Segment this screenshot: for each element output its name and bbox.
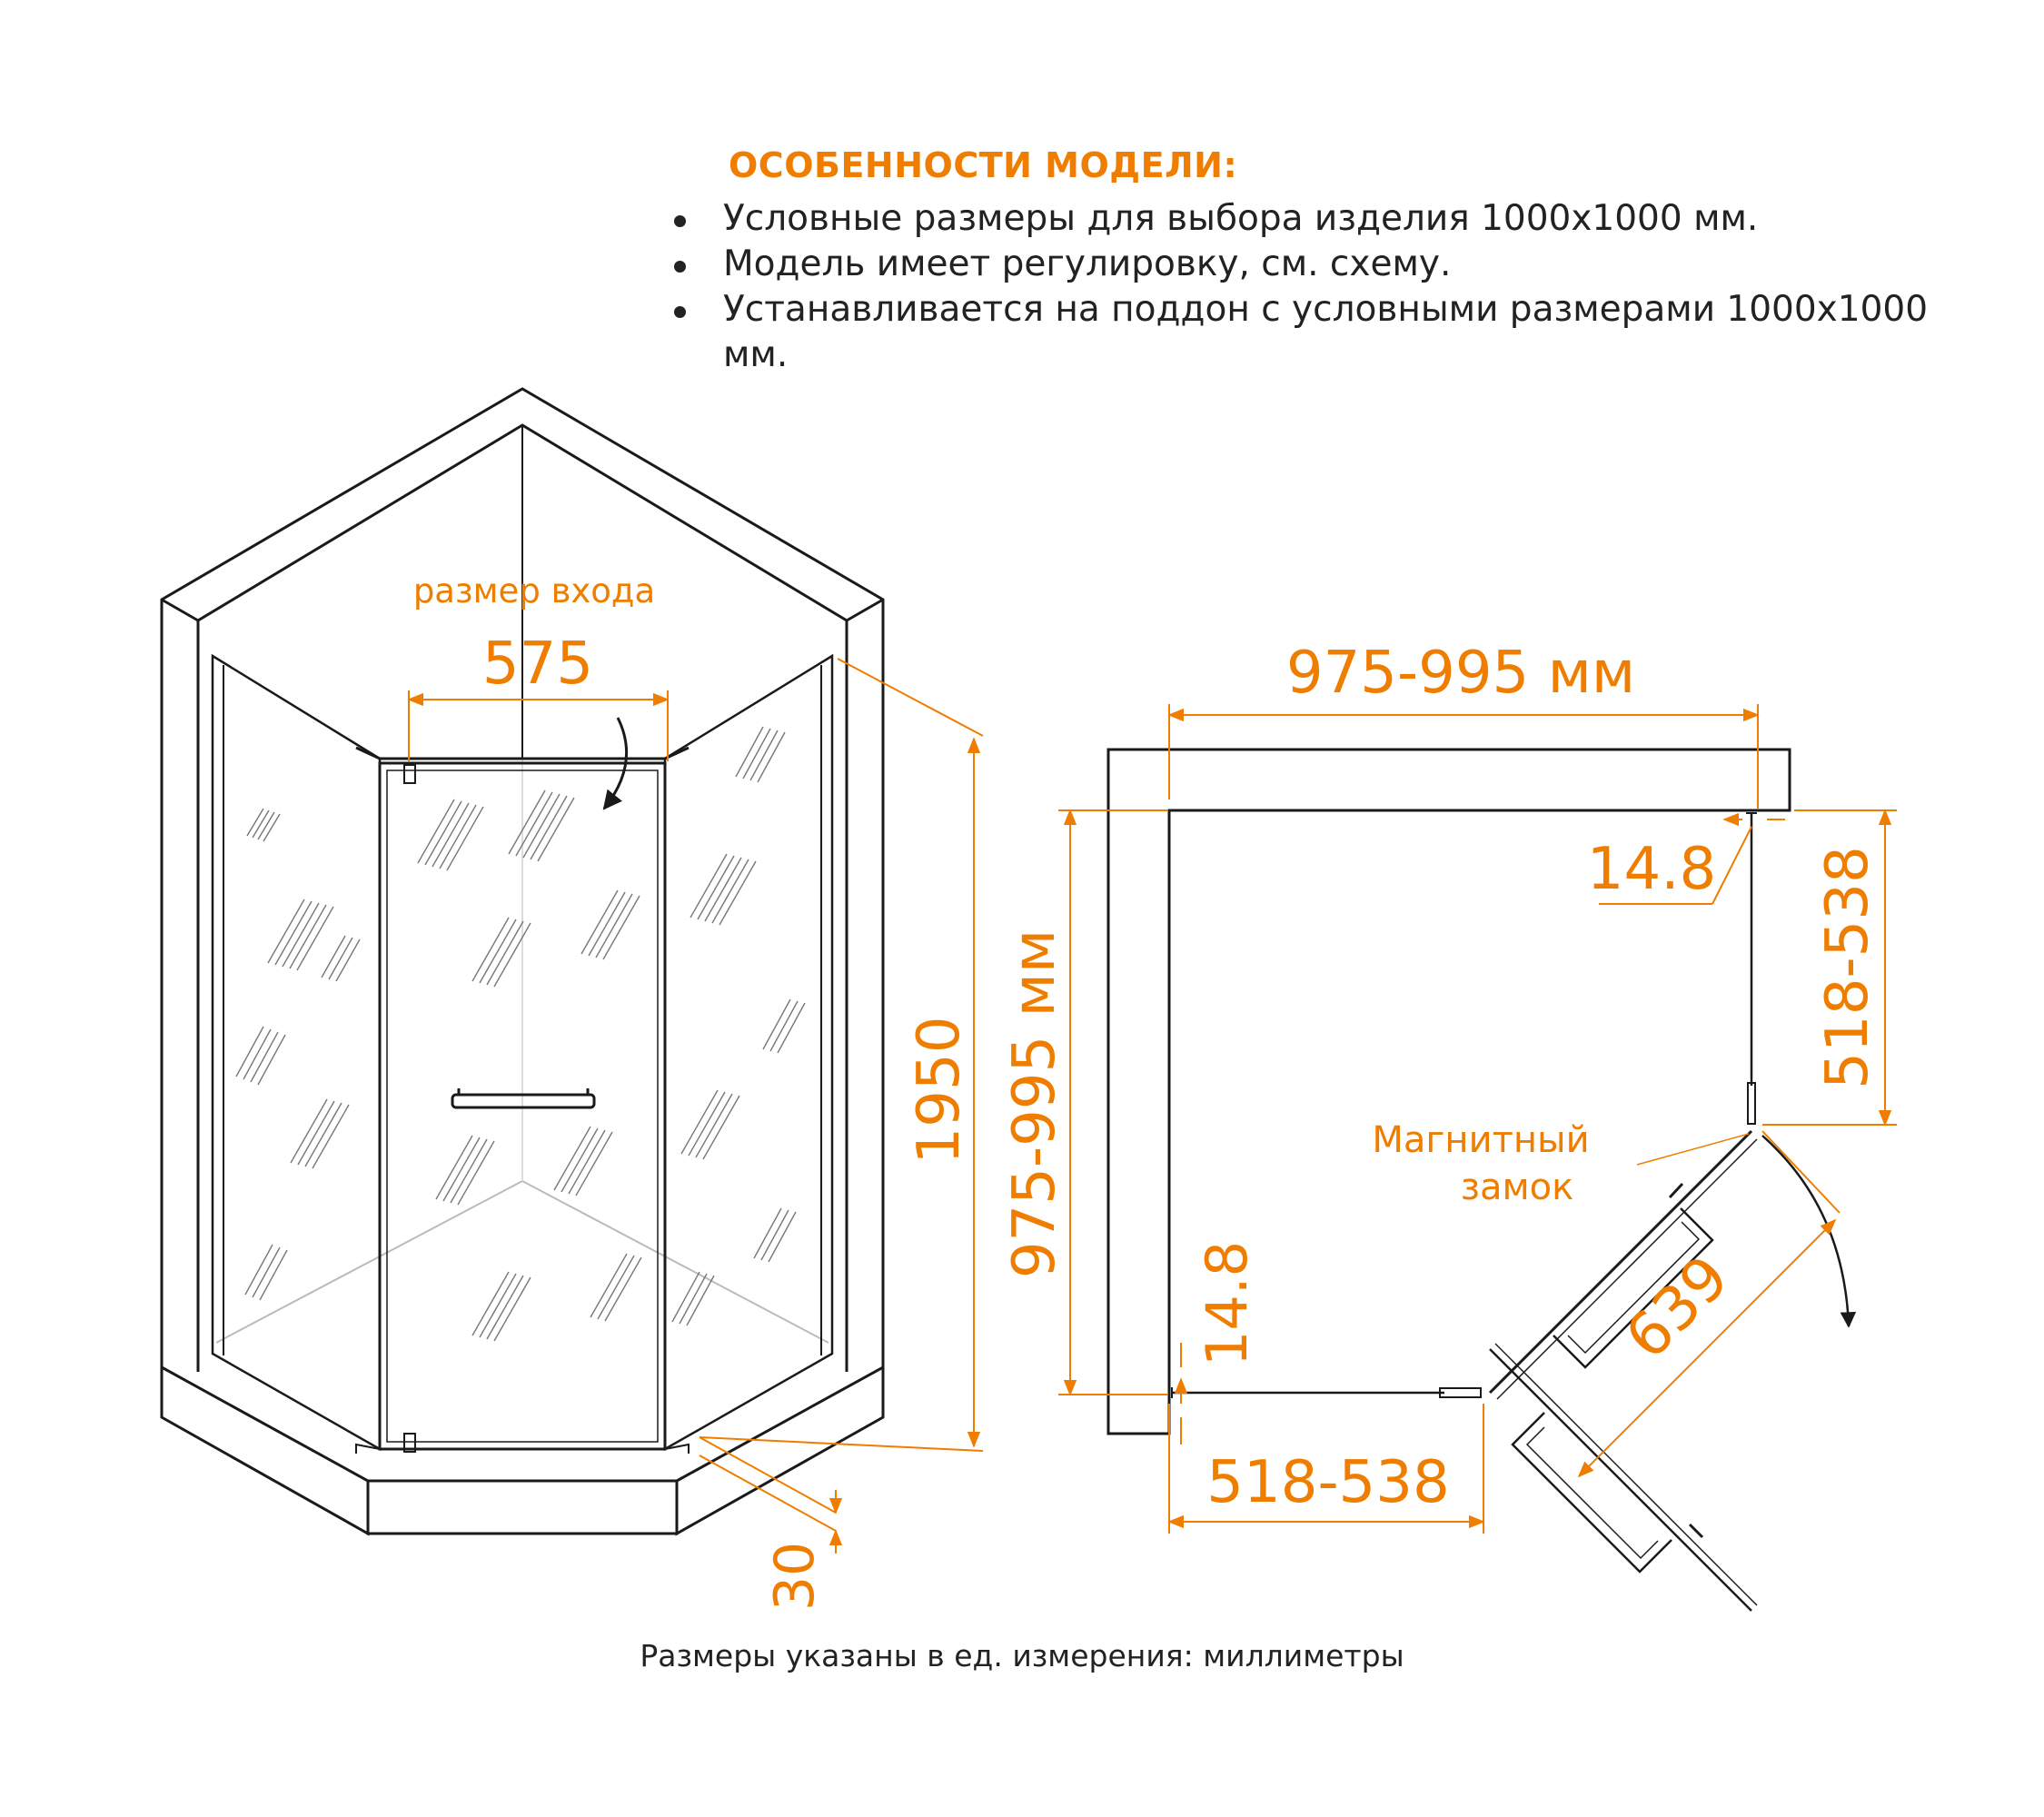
- glass-hatching: [236, 727, 805, 1341]
- top-width-label: 975-995 мм: [1285, 640, 1636, 707]
- tray-height-label: 30: [763, 1541, 827, 1612]
- shower-tray: [162, 1367, 368, 1534]
- features-title: ОСОБЕННОСТИ МОДЕЛИ:: [729, 145, 1238, 185]
- top-bottom-side-label: 518-538: [1206, 1449, 1450, 1516]
- units-note: Размеры указаны в ед. измерения: миллиметры: [640, 1638, 1404, 1673]
- feature-item: Устанавливается на поддон с условными размерами 1000x1000 мм.: [663, 287, 1935, 378]
- top-right-side-label: 518-538: [1814, 846, 1881, 1089]
- lock-label-line2: замок: [1460, 1167, 1574, 1208]
- lock-label-line1: Магнитный: [1372, 1119, 1590, 1161]
- top-depth-label: 975-995 мм: [1001, 928, 1068, 1279]
- door-swing-arrow-top: [1762, 1136, 1849, 1326]
- height-label: 1950: [906, 1016, 973, 1165]
- entrance-width: 575: [481, 630, 594, 698]
- right-glass-panel: [665, 656, 832, 1449]
- entrance-label: размер входа: [412, 571, 656, 611]
- door-hinge-top: [404, 765, 415, 783]
- feature-item: Условные размеры для выбора изделия 1000x1000 мм.: [663, 196, 1935, 242]
- feature-item: Модель имеет регулировку, см. схему.: [663, 242, 1935, 287]
- top-door-open: [1490, 1349, 1751, 1611]
- front-view: [162, 389, 883, 1534]
- top-gap-left-label: 14.8: [1194, 1240, 1260, 1367]
- left-glass-panel: [213, 656, 380, 1449]
- top-door-label: 639: [1612, 1242, 1742, 1373]
- top-gap-top-label: 14.8: [1586, 836, 1717, 903]
